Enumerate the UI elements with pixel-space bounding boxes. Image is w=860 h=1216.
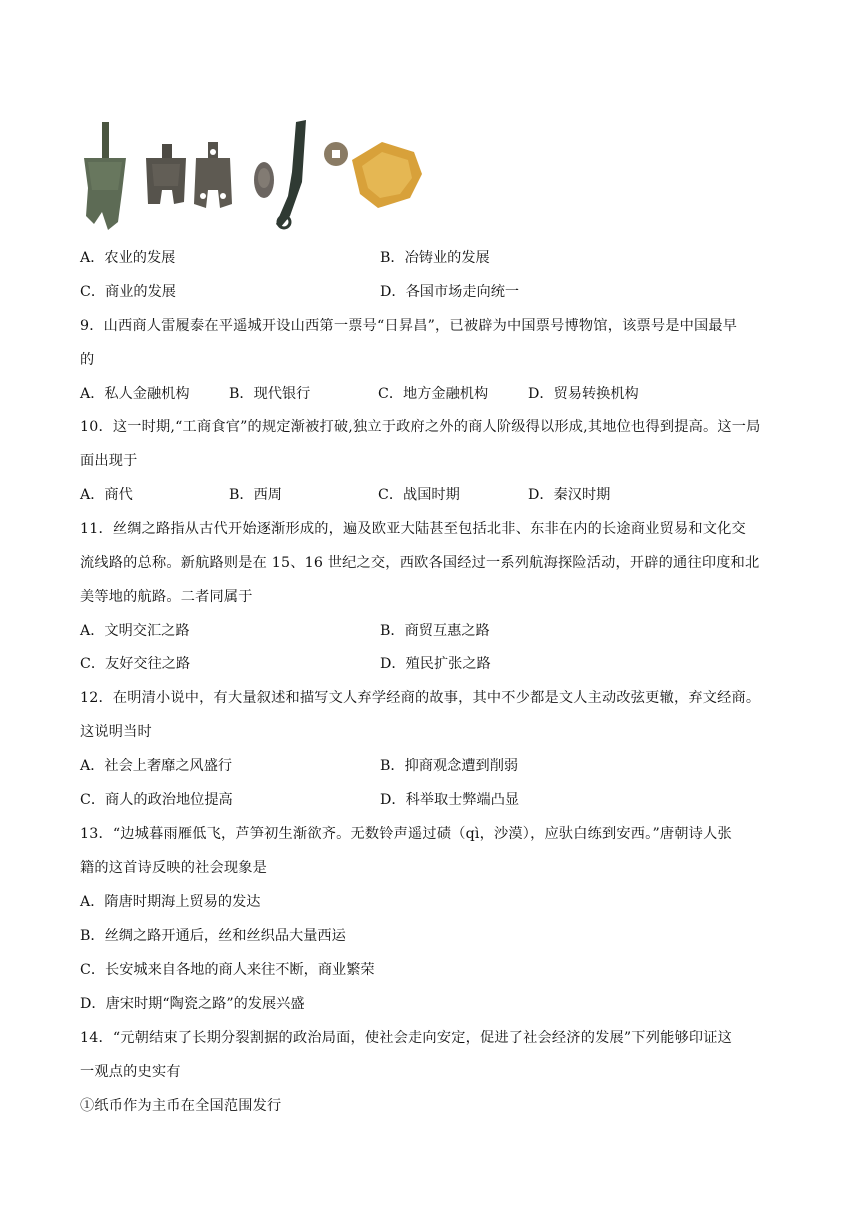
q12-option-b: B．抑商观念遭到削弱 <box>380 758 519 774</box>
q14-stem-line1: 14．“元朝结束了长期分裂割据的政治局面，使社会走向安定，促进了社会经济的发展”下列能够印证这 <box>80 1030 733 1046</box>
q10-option-d: D．秦汉时期 <box>528 487 611 503</box>
q8-option-b: B．冶铸业的发展 <box>380 250 490 266</box>
q14-stem-line2: 一观点的史实有 <box>80 1064 181 1080</box>
q10-stem-line1: 10．这一时期,“工商食官”的规定渐被打破,独立于政府之外的商人阶级得以形成,其地位也得到提高。这一局 <box>80 419 761 435</box>
ant-nose-coin <box>254 162 274 198</box>
spade-coin-1 <box>84 122 126 230</box>
q13-stem-line2: 籍的这首诗反映的社会现象是 <box>80 860 268 876</box>
q12-option-d: D．科举取士弊端凸显 <box>380 792 520 808</box>
q12-option-a: A．社会上奢靡之风盛行 <box>80 758 233 774</box>
q9-stem-line1: 9．山西商人雷履泰在平遥城开设山西第一票号“日昇昌”，已被辟为中国票号博物馆，该票号是中国最早 <box>80 318 738 334</box>
q9-option-a: A．私人金融机构 <box>80 386 190 402</box>
q11-stem-line3: 美等地的航路。二者同属于 <box>80 589 253 605</box>
q11-stem-line1: 11．丝绸之路指从古代开始逐渐形成的，遍及欧亚大陆甚至包括北非、东非在内的长途商业贸易和文化交 <box>80 521 746 537</box>
q14-item-1: ①纸币作为主币在全国范围发行 <box>80 1098 282 1114</box>
ancient-coins-image <box>78 112 424 234</box>
q10-stem-line2: 面出现于 <box>80 453 138 469</box>
q13-option-c: C．长安城来自各地的商人来往不断，商业繁荣 <box>80 962 375 978</box>
q11-option-b: B．商贸互惠之路 <box>380 623 490 639</box>
knife-coin <box>276 120 306 228</box>
q12-stem-line1: 12．在明清小说中，有大量叙述和描写文人弃学经商的故事，其中不少都是文人主动改弦更辙，弃文经商。 <box>80 690 761 706</box>
q12-option-c: C．商人的政治地位提高 <box>80 792 233 808</box>
q10-option-b: B．西周 <box>229 487 282 503</box>
q10-option-a: A．商代 <box>80 487 133 503</box>
q8-option-c: C．商业的发展 <box>80 284 176 300</box>
q9-option-b: B．现代银行 <box>229 386 311 402</box>
q11-option-d: D．殖民扩张之路 <box>380 656 491 672</box>
q9-option-c: C．地方金融机构 <box>378 386 489 402</box>
q9-stem-line2: 的 <box>80 352 95 368</box>
round-coin <box>324 142 348 166</box>
q10-option-c: C．战国时期 <box>378 487 460 503</box>
spade-coin-2 <box>146 144 186 204</box>
gold-plate <box>352 142 422 208</box>
q13-option-a: A．隋唐时期海上贸易的发达 <box>80 894 261 910</box>
q13-stem-line1: 13．“边城暮雨雁低飞，芦笋初生渐欲齐。无数铃声遥过碛（qì，沙漠），应驮白练到安西。”唐朝诗人张 <box>80 826 732 842</box>
q9-option-d: D．贸易转换机构 <box>528 386 639 402</box>
q11-stem-line2: 流线路的总称。新航路则是在 15、16 世纪之交，西欧各国经过一系列航海探险活动，开辟的通往印度和北 <box>80 555 760 571</box>
q11-option-a: A．文明交汇之路 <box>80 623 190 639</box>
spade-coin-3 <box>194 142 232 208</box>
q13-option-b: B．丝绸之路开通后，丝和丝织品大量西运 <box>80 928 346 944</box>
q8-option-d: D．各国市场走向统一 <box>380 284 520 300</box>
q8-option-a: A．农业的发展 <box>80 250 176 266</box>
q12-stem-line2: 这说明当时 <box>80 724 152 740</box>
q11-option-c: C．友好交往之路 <box>80 656 191 672</box>
q13-option-d: D．唐宋时期“陶瓷之路”的发展兴盛 <box>80 996 305 1012</box>
